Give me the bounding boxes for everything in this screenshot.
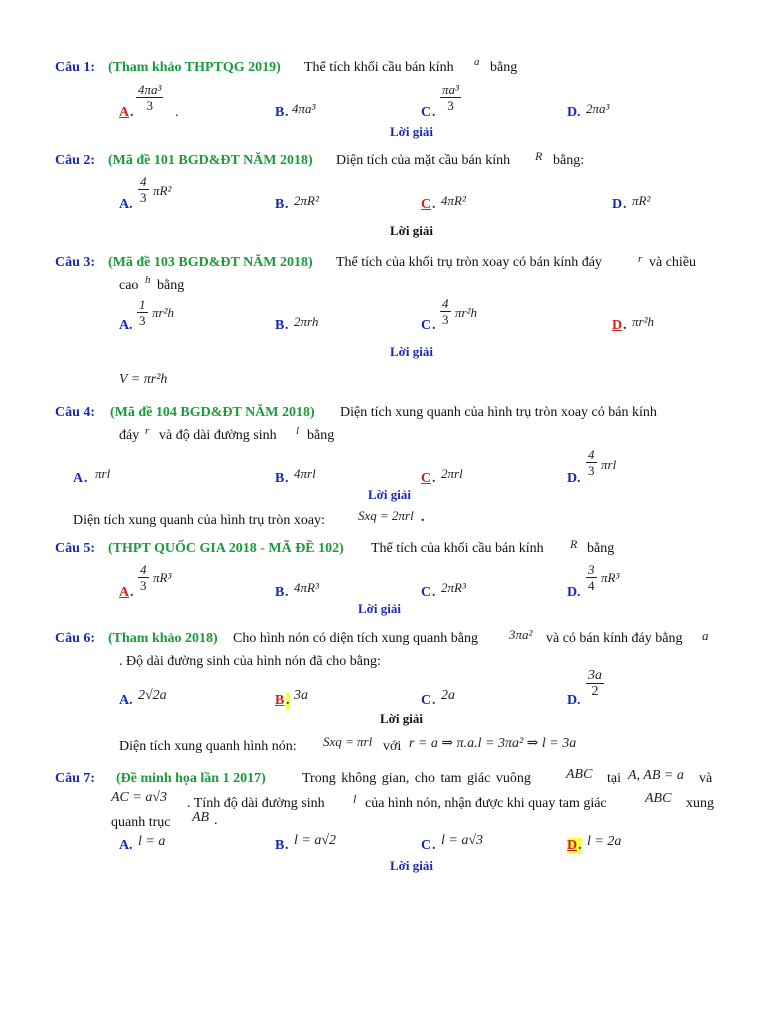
question-source: (THPT QUỐC GIA 2018 - MÃ ĐỀ 102): [108, 541, 344, 556]
solution-with: với: [383, 739, 402, 754]
option-b-value: 3a: [294, 688, 308, 703]
math-ac: AC = a√3: [111, 790, 168, 805]
option-c-fraction: $\frac{\text{πa³}}{3}$: [442, 82, 459, 113]
option-c-label[interactable]: C: [421, 838, 432, 853]
math-var-l: l: [353, 792, 357, 806]
solution-formula: Sxq = 2πrl: [358, 508, 414, 523]
question-text-2: và chiều: [649, 255, 697, 270]
option-a-value: πrl: [95, 466, 111, 481]
math-var-r: r: [145, 425, 150, 437]
option-a-label[interactable]: A: [119, 585, 130, 600]
question-text-6: xung: [686, 796, 714, 811]
option-b-label[interactable]: B: [275, 585, 285, 600]
question-text-tail: bằng: [307, 428, 335, 443]
question-text-2: và có bán kính đáy bằng: [546, 631, 683, 646]
option-d-label[interactable]: D: [567, 585, 578, 600]
option-c-fraction: $\frac{4}{3}$: [442, 296, 449, 327]
question-number: Câu 7:: [55, 771, 96, 786]
question-number: Câu 3:: [55, 255, 96, 270]
question-text: Trong không gian, cho tam giác vuông: [302, 771, 531, 786]
option-d-label[interactable]: D: [567, 471, 578, 486]
math-a-ab: A, AB = a: [628, 768, 684, 783]
option-a-fraction: $\frac{4}{3}$: [140, 562, 147, 593]
question-text: Thể tích của khối trụ tròn xoay có bán kính đáy: [336, 255, 602, 270]
question-text-tail: bằng:: [553, 153, 585, 168]
option-b-value: l = a√2: [294, 833, 337, 848]
option-c-label[interactable]: C: [421, 585, 432, 600]
question-number: Câu 4:: [55, 405, 96, 420]
solution-formula-1: Sxq = πrl: [323, 734, 373, 749]
question-text: Diện tích của mặt cầu bán kính: [336, 153, 511, 168]
option-c-value: 4πR²: [441, 193, 466, 208]
solution-heading: Lời giải: [368, 487, 411, 502]
option-a-label[interactable]: A: [119, 318, 130, 333]
option-a-label[interactable]: A: [119, 693, 130, 708]
math-var: a: [474, 56, 480, 68]
option-d-label[interactable]: D: [612, 197, 623, 212]
option-b-label[interactable]: B: [275, 318, 285, 333]
option-a-label[interactable]: A: [119, 105, 130, 120]
question-text-5: của hình nón, nhận được khi quay tam giác: [365, 796, 607, 811]
solution-heading: Lời giải: [358, 601, 401, 616]
option-b-label[interactable]: B: [275, 693, 285, 708]
option-d-rest: πR³: [601, 570, 620, 585]
option-d-label[interactable]: D: [567, 105, 578, 120]
option-a-label[interactable]: A: [119, 197, 130, 212]
option-c-rest: πr²h: [455, 305, 477, 320]
option-a-rest: πR²: [153, 183, 172, 198]
math-abc: ABC: [566, 767, 593, 782]
option-c-value: 2a: [441, 688, 455, 703]
option-b-label[interactable]: B: [275, 838, 285, 853]
option-d-fraction: $\frac{3}{4}$: [588, 562, 595, 593]
question-text: Thể tích của khối cầu bán kính: [371, 541, 544, 556]
question-text-tail: bằng: [587, 541, 615, 556]
option-b-label[interactable]: B: [275, 105, 285, 120]
option-d-rest: πrl: [601, 457, 617, 472]
question-text-3: . Độ dài đường sinh của hình nón đã cho bằng:: [119, 654, 381, 669]
option-c-value: 2πR³: [441, 580, 466, 595]
question-text-3: và: [699, 771, 713, 786]
option-a-fraction: $\frac{4}{3}$: [140, 174, 147, 205]
option-b-value: 4πrl: [294, 466, 316, 481]
math-var-l: l: [296, 425, 300, 437]
option-a-fraction: $\frac{\text{4πa³}}{3}$: [138, 82, 162, 113]
question-source: (Mã đề 104 BGD&ĐT NĂM 2018): [110, 405, 315, 420]
math-ab: AB: [192, 810, 210, 825]
option-b-label[interactable]: B: [275, 197, 285, 212]
option-a-value: 2√2a: [138, 688, 167, 703]
option-c-label[interactable]: C: [421, 693, 432, 708]
question-text-2: tại: [607, 771, 621, 786]
solution-formula: V = πr²h: [119, 372, 168, 387]
option-a-rest: πR³: [153, 570, 172, 585]
option-c-value: 2πrl: [441, 466, 463, 481]
question-text-3: và độ dài đường sinh: [159, 428, 277, 443]
question-source: (Tham khảo 2018): [108, 631, 218, 646]
solution-heading: Lời giải: [380, 711, 423, 726]
option-a-fraction: $\frac{1}{3}$: [139, 297, 146, 328]
question-number: Câu 1:: [55, 60, 96, 75]
question-source: (Mã đề 103 BGD&ĐT NĂM 2018): [108, 255, 313, 270]
option-d-value: 2πa³: [586, 101, 610, 116]
option-c-label[interactable]: C: [421, 105, 432, 120]
math-var-h: h: [145, 274, 151, 286]
option-d-label[interactable]: D: [612, 318, 623, 333]
question-text-7: quanh trục: [111, 815, 171, 830]
solution-heading: Lời giải: [390, 344, 433, 359]
option-b-value: 2πR²: [294, 193, 319, 208]
solution-explain: Diện tích xung quanh của hình trụ tròn xoay:: [73, 513, 325, 528]
solution-heading: Lời giải: [390, 858, 433, 873]
question-text-tail: bằng: [490, 60, 518, 75]
question-text: Diện tích xung quanh của hình trụ tròn xoay có bán kính: [340, 405, 657, 420]
question-source: (Tham khảo THPTQG 2019): [108, 60, 281, 75]
option-d-value: l = 2a: [587, 834, 622, 849]
question-text-4: . Tính độ dài đường sinh: [187, 796, 325, 811]
option-d-fraction: $\frac{4}{3}$: [588, 447, 595, 478]
question-source: (Mã đề 101 BGD&ĐT NĂM 2018): [108, 153, 313, 168]
option-c-value: l = a√3: [441, 833, 484, 848]
option-b-value: 4πa³: [292, 101, 316, 116]
math-var: R: [570, 537, 578, 551]
solution-explain: Diện tích xung quanh hình nón:: [119, 739, 297, 754]
question-number: Câu 6:: [55, 631, 96, 646]
solution-heading: Lời giải: [390, 124, 433, 139]
question-number: Câu 2:: [55, 153, 96, 168]
solution-heading: Lời giải: [390, 223, 433, 238]
option-a-rest: πr²h: [152, 305, 174, 320]
math-var: a: [702, 628, 709, 643]
question-text-tail: bằng: [157, 278, 185, 293]
option-a-value: l = a: [138, 834, 166, 849]
option-d-value: πR²: [632, 193, 651, 208]
solution-formula-2: r = a ⇒ π.a.l = 3πa² ⇒ l = 3a: [409, 736, 577, 751]
question-number: Câu 5:: [55, 541, 96, 556]
option-c-label[interactable]: C: [421, 471, 432, 486]
option-b-value: 2πrh: [294, 314, 319, 329]
option-d-label[interactable]: D: [567, 693, 578, 708]
option-a-label[interactable]: A: [119, 838, 130, 853]
option-b-label[interactable]: B: [275, 471, 285, 486]
question-text-2: đáy: [119, 428, 140, 443]
question-text: Cho hình nón có diện tích xung quanh bằng: [233, 631, 478, 646]
option-d-fraction: $\frac{3a}{2}$: [588, 668, 602, 699]
option-c-label[interactable]: C: [421, 318, 432, 333]
math-var: R: [535, 149, 543, 163]
math-value: 3πa²: [509, 627, 533, 642]
question-text: Thể tích khối cầu bán kính: [304, 60, 454, 75]
math-var-r: r: [638, 253, 643, 265]
question-text-3: cao: [119, 278, 139, 293]
math-abc-2: ABC: [645, 791, 672, 806]
option-a-label[interactable]: A: [73, 471, 84, 486]
question-source: (Đề minh họa lần 1 2017): [116, 771, 266, 786]
option-d-value: πr²h: [632, 314, 654, 329]
option-b-value: 4πR³: [294, 580, 319, 595]
option-d-label[interactable]: D: [567, 838, 578, 853]
option-c-label[interactable]: C: [421, 197, 432, 212]
